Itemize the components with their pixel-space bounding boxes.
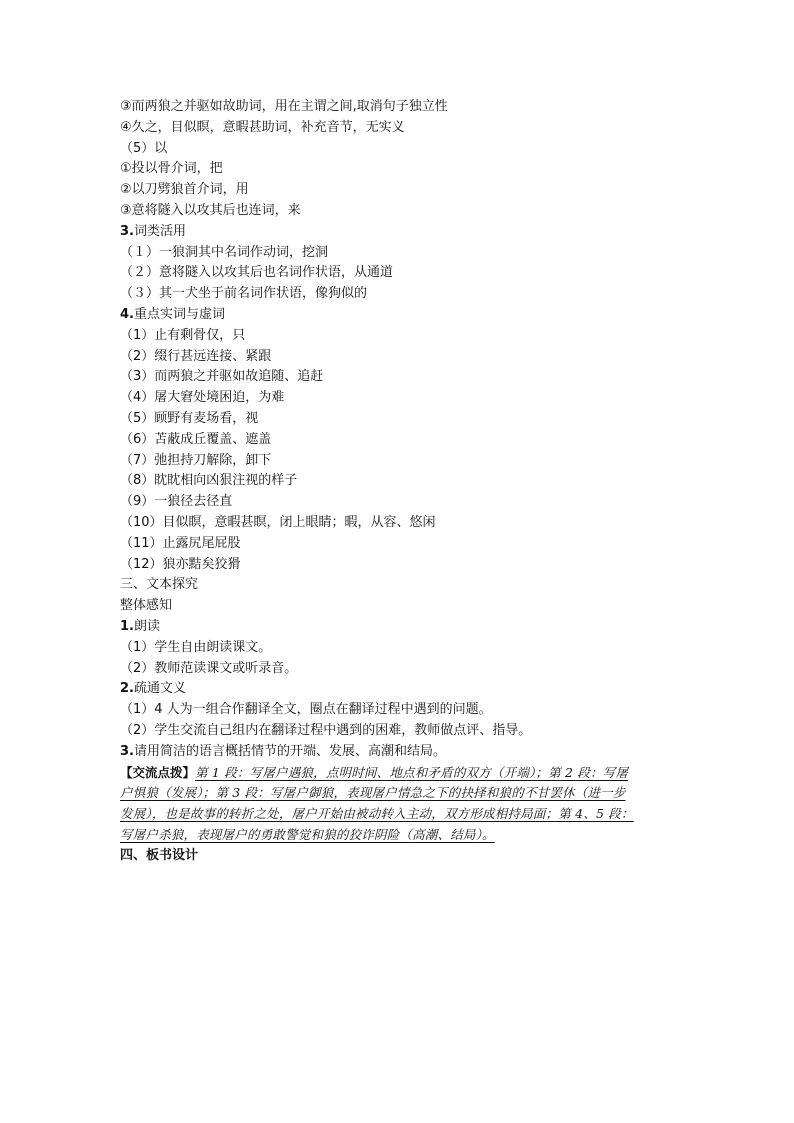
line: （2）学生交流自己组内在翻译过程中遇到的困难，教师做点评、指导。 xyxy=(120,722,532,738)
line: ③意将隧入以攻其后也连词，来 xyxy=(120,202,301,218)
tip-text: 发展），也是故事的转折之处，屠户开始由被动转入主动，双方形成相持局面；第 4、5 段： xyxy=(120,806,634,822)
line: （9）一狼径去径直 xyxy=(120,494,233,510)
section-heading: 3.请用简洁的语言概括情节的开端、发展、高潮和结局。 xyxy=(120,743,446,759)
line: （8）眈眈相向凶狠注视的样子 xyxy=(120,473,298,489)
tip-line xyxy=(120,804,700,825)
line: （5）顾野有麦场看，视 xyxy=(120,410,259,426)
final-heading: 四、板书设计 xyxy=(120,847,199,863)
line: （11）止露尻尾屁股 xyxy=(120,535,241,551)
line: （3）而两狼之并驱如故追随、追赶 xyxy=(120,369,324,385)
line: （2）教师范读课文或听录音。 xyxy=(120,660,298,676)
section-heading: 1.朗读 xyxy=(120,618,160,634)
tip-text: 写屠户杀狼，表现屠户的勇敢警觉和狼的狡诈阴险（高潮、结局）。 xyxy=(120,826,495,842)
line: （1）4 人为一组合作翻译全文，圈点在翻译过程中遇到的问题。 xyxy=(120,702,492,718)
line: （1）止有剩骨仅，只 xyxy=(120,327,246,343)
line: ②以刀劈狼首介词，用 xyxy=(120,182,249,198)
section-heading: 3.词类活用 xyxy=(120,223,186,239)
line: （4）屠大窘处境困迫，为难 xyxy=(120,390,285,406)
line: ①投以骨介词，把 xyxy=(120,161,223,177)
tip-line xyxy=(120,783,700,804)
line: ④久之，目似瞑，意暇甚助词，补充音节，无实义 xyxy=(120,119,405,135)
tip-text: 户惧狼（发展）；第 3 段：写屠户御狼，表现屠户情急之下的抉择和狼的不甘罢休（进一步 xyxy=(120,785,626,801)
line: （7）弛担持刀解除，卸下 xyxy=(120,452,272,468)
tip-block xyxy=(120,763,700,846)
subheading: 整体感知 xyxy=(120,598,173,614)
line: （5）以 xyxy=(120,140,168,156)
line: （10）目似瞑，意暇甚瞑，闭上眼睛；暇，从容、悠闲 xyxy=(120,514,436,530)
line: （12）狼亦黠矣狡猾 xyxy=(120,556,241,572)
line: （6）苫蔽成丘覆盖、遮盖 xyxy=(120,431,272,447)
line: （２）意将隧入以攻其后也名词作状语，从通道 xyxy=(120,265,394,281)
tip-line xyxy=(120,825,700,846)
line: ③而两狼之并驱如故助词，用在主谓之间,取消句子独立性 xyxy=(120,99,448,114)
section-heading: 2.疏通文义 xyxy=(120,681,186,697)
line: （３）其一犬坐于前名词作状语，像狗似的 xyxy=(120,286,368,302)
line: （2）缀行甚远连接、紧跟 xyxy=(120,348,272,364)
tip-label: 【交流点拨】 xyxy=(120,764,196,780)
document-page xyxy=(120,97,700,866)
section-heading: 4.重点实词与虚词 xyxy=(120,306,225,322)
tip-text: 第 1 段：写屠户遇狼，点明时间、地点和矛盾的双方（开端）；第 2 段：写屠 xyxy=(195,764,629,780)
line: （１）一狼洞其中名词作动词，挖洞 xyxy=(120,244,329,260)
tip-line xyxy=(120,763,700,784)
section-heading: 三、文本探究 xyxy=(120,577,199,593)
line: （1）学生自由朗读课文。 xyxy=(120,639,272,655)
